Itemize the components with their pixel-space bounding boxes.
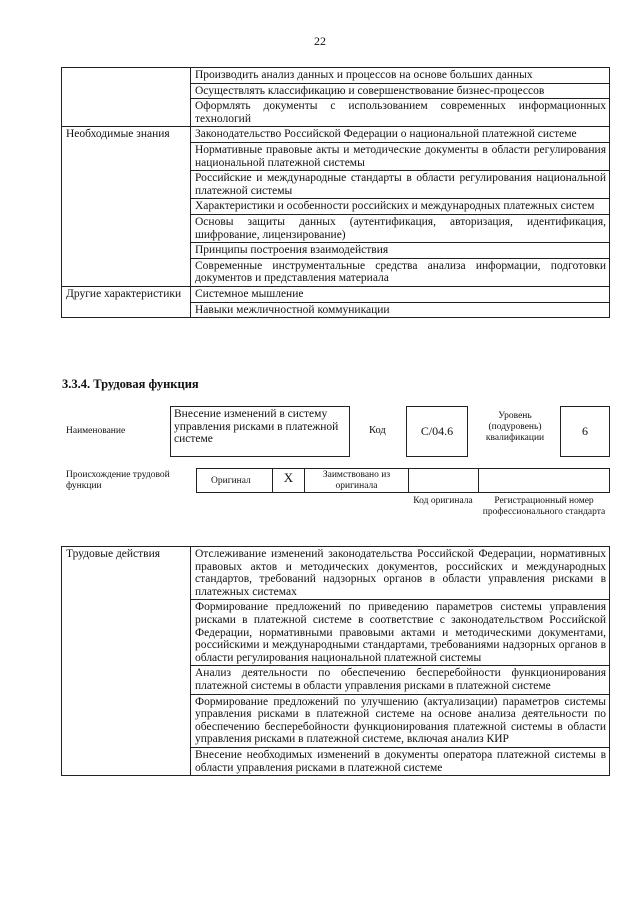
level-value: 6 <box>560 406 610 457</box>
code-value: C/04.6 <box>406 406 468 457</box>
original-label: Оригинал <box>197 469 273 492</box>
row-label-knowledge: Необходимые знания <box>62 127 191 287</box>
origin-label: Происхождение трудовой функции <box>66 470 170 491</box>
table-row <box>62 547 610 600</box>
section-title: 3.3.4. Трудовая функция <box>62 377 199 391</box>
knowledge-item: Характеристики и особенности российских и международных платежных систем <box>191 199 610 215</box>
code-original-cell <box>409 469 479 492</box>
action-item: Формирование предложений по приведению параметров системы управления рисками в платежной системе в соответствие с законодательством Российской Федерации, нормативными правовыми актами и методическими документами, российскими и международными стандартами, требованиями надзорных органов в области регулирования национальной платежной системы <box>191 600 610 666</box>
row-label-actions: Трудовые действия <box>62 547 191 776</box>
reg-number-cell <box>479 469 609 492</box>
origin-strip <box>196 468 610 493</box>
action-item: Отслеживание изменений законодательства Российской Федерации, нормативных правовых актов и методических документов, российских и международных стандартов, требований надзорных органов в области управления рисками в платежных системах <box>191 547 610 600</box>
skill-item: Производить анализ данных и процессов на основе больших данных <box>191 68 610 84</box>
row-label-blank <box>62 68 191 127</box>
table-row <box>62 68 610 84</box>
action-item: Формирование предложений по улучшению (актуализации) параметров системы управления рисками в платежной системе на основе анализа деятельности по обеспечению бесперебойности функционирования платежной системы в области управления рисками в платежной системе, включая анализ КИР <box>191 694 610 747</box>
caption-reg-number: Регистрационный номер профессионального стандарта <box>482 496 606 517</box>
action-item: Внесение необходимых изменений в документы оператора платежной системы в области управления рисками в платежной системе <box>191 747 610 775</box>
skills-knowledge-table <box>61 67 610 318</box>
caption-code-original: Код оригинала <box>413 496 473 506</box>
skill-item: Осуществлять классификацию и совершенствование бизнес-процессов <box>191 83 610 99</box>
skill-item: Оформлять документы с использованием современных информационных технологий <box>191 99 610 127</box>
knowledge-item: Современные инструментальные средства анализа информации, подготовки документов и представления материала <box>191 258 610 286</box>
table-row <box>62 286 610 302</box>
other-item: Системное мышление <box>191 286 610 302</box>
other-item: Навыки межличностной коммуникации <box>191 302 610 318</box>
page-number: 22 <box>314 34 326 48</box>
action-item: Анализ деятельности по обеспечению бесперебойности функционирования платежной системы в области управления рисками в платежной системе <box>191 666 610 694</box>
table-row <box>62 127 610 143</box>
borrowed-label: Заимствовано из оригинала <box>305 469 409 492</box>
knowledge-item: Основы защиты данных (аутентификация, авторизация, идентификация, шифрование, лицензирование) <box>191 214 610 242</box>
row-label-other: Другие характеристики <box>62 286 191 317</box>
code-label: Код <box>369 425 386 436</box>
name-label: Наименование <box>66 426 126 436</box>
knowledge-item: Принципы построения взаимодействия <box>191 243 610 259</box>
labor-actions-table <box>61 546 610 776</box>
knowledge-item: Российские и международные стандарты в области регулирования национальной платежной системы <box>191 171 610 199</box>
knowledge-item: Нормативные правовые акты и методические документы в области регулирования национальной платежной системы <box>191 142 610 170</box>
level-label: Уровень (подуровень) квалификации <box>485 411 545 443</box>
knowledge-item: Законодательство Российской Федерации о национальной платежной системе <box>191 127 610 143</box>
original-mark: X <box>273 469 305 492</box>
function-name-value: Внесение изменений в систему управления рисками в платежной системе <box>170 406 350 457</box>
